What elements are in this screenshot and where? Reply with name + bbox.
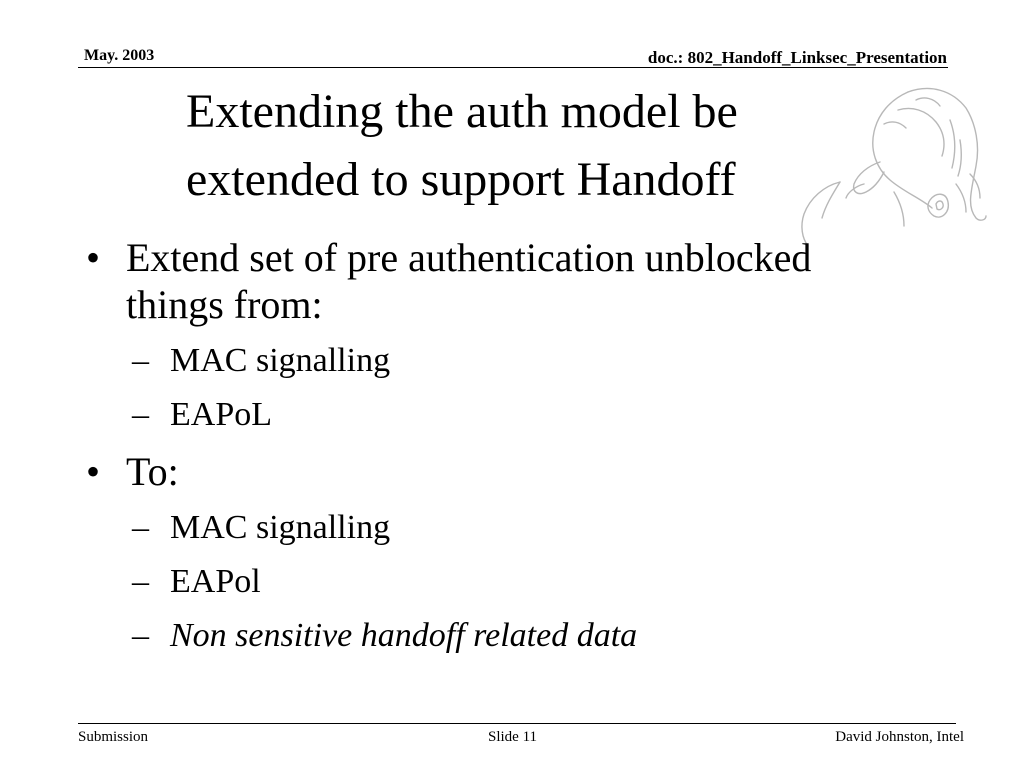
dash-marker: – xyxy=(132,617,149,654)
sub-bullet-item xyxy=(86,501,946,555)
sub-bullet-item xyxy=(86,609,946,663)
sub-bullet-item xyxy=(86,555,946,609)
header-doc-id: doc.: 802_Handoff_Linksec_Presentation xyxy=(647,48,947,67)
bullet-item xyxy=(86,234,946,328)
sub-bullet-text: EAPol xyxy=(170,563,261,600)
dash-marker: – xyxy=(132,396,149,433)
bullet-text-line-1: To: xyxy=(126,449,179,494)
header-date: May. 2003 xyxy=(84,47,155,64)
bullet-marker: • xyxy=(86,449,101,494)
bullet-text-line-1: Extend set of pre authentication unblocked xyxy=(126,235,812,280)
sub-bullet-text: EAPoL xyxy=(170,396,272,433)
dash-marker: – xyxy=(132,509,149,546)
bullet-item xyxy=(86,448,946,495)
sub-bullet-text: MAC signalling xyxy=(170,342,391,379)
sub-bullet-item xyxy=(86,388,946,442)
header-divider xyxy=(78,67,948,68)
slide-title-line-2: extended to support Handoff xyxy=(186,153,736,206)
dash-marker: – xyxy=(132,563,149,600)
sub-bullet-text: MAC signalling xyxy=(170,509,391,546)
slide-title xyxy=(186,78,906,214)
footer-submission: Submission xyxy=(78,729,149,745)
footer-author: David Johnston, Intel xyxy=(835,729,964,745)
footer-divider xyxy=(78,723,956,724)
bullet-text-line-2: things from: xyxy=(126,282,323,327)
dash-marker: – xyxy=(132,342,149,379)
sub-bullet-text: Non sensitive handoff related data xyxy=(170,617,638,654)
slide-body xyxy=(86,234,946,663)
bullet-marker: • xyxy=(86,235,101,280)
footer-slide-number: Slide 11 xyxy=(488,729,538,745)
sub-bullet-item xyxy=(86,334,946,388)
slide-title-line-1: Extending the auth model be xyxy=(186,85,738,138)
